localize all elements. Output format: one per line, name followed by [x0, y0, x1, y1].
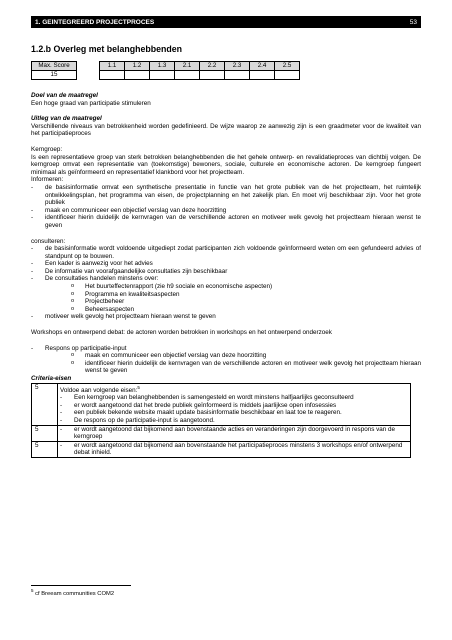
consulteren-list	[31, 245, 421, 321]
criteria-cell: Voldoe aan volgende eisen:$^5$ - Een kerngroep van belanghebbenden is samengesteld en wordt minstens halfjaarlijks geconsulteerd - er wordt aangetoond dat het brede publiek geïnformeerd is middels jaarlijkse open infosessies - een publiek bekende website maakt update basisinformatie beschikbaar en laat toe te reageren. - De respons op de participatie-input is aangetoond.	[58, 383, 411, 425]
criteria-table	[31, 383, 411, 458]
score-column: 1.2	[125, 62, 150, 71]
score-cell	[150, 71, 175, 80]
chapter-title: 1. GEINTEGREERD PROJECTPROCES	[35, 18, 155, 26]
uitleg-heading: Uitleg van de maatregel	[31, 115, 102, 123]
score-column: 1.1	[100, 62, 125, 71]
list-item: - de basisinformatie wordt voldoende uitgediept zodat participanten zich voldoende geïnformeerd weten om een gefundeerd advies of standpunt op te bouwen.	[31, 245, 421, 260]
page-header	[31, 16, 421, 28]
score-column: 2.1	[175, 62, 200, 71]
criteria-score: 5	[32, 383, 58, 425]
criteria-cell	[58, 441, 411, 457]
informeren-label: Informeren:	[31, 176, 64, 184]
informeren-list	[31, 184, 421, 230]
kerngroep-label: Kerngroep:	[31, 145, 63, 153]
score-column: 2.4	[250, 62, 275, 71]
section-title: 1.2.b Overleg met belanghebbenden	[31, 44, 183, 54]
sub-list-item: o Het buurteffectenrapport (zie h9 sociale en economische aspecten)	[71, 283, 421, 291]
respons-list	[31, 345, 421, 375]
list-item: - motiveer welk gevolg het projectteam hieraan wenst te geven	[31, 313, 421, 321]
score-cell	[200, 71, 225, 80]
workshops-text: Workshops en ontwerpend debat: de actoren worden betrokken in workshops en het ontwerpend onderzoek	[31, 329, 332, 337]
footnote-text: cf Breeam communities COM2	[33, 590, 115, 597]
consulteren-sublist	[45, 283, 421, 313]
max-score-label: Max. Score	[32, 62, 77, 71]
sub-list-item: o identificeer hierin duidelijk de kernvragen van de verschillende actoren en motiveer welk gevolg het projectteam hieraan wenst te geven	[71, 360, 421, 375]
score-cell	[100, 71, 125, 80]
sub-list-item: o maak en communiceer een objectief verslag van deze hoorzitting	[71, 352, 421, 360]
list-item: - er wordt aangetoond dat bijkomend aan bovenstaande het participatieproces minstens 3 workshops en/of ontwerpend debat inhield.	[60, 442, 408, 457]
score-cell	[125, 71, 150, 80]
list-item: - er wordt aangetoond dat het brede publiek geïnformeerd is middels jaarlijkse open infosessies	[60, 402, 408, 410]
criteria-heading: Criteria-eisen	[31, 375, 72, 382]
table-row	[32, 441, 411, 457]
footnote-mark: 5	[31, 588, 34, 593]
score-cell	[225, 71, 250, 80]
score-cell	[175, 71, 200, 80]
list-item: - identificeer hierin duidelijk de kernvragen van de verschillende actoren en motiveer welk gevolg het projectteam hieraan wenst te geven	[31, 214, 421, 229]
score-column: 2.3	[225, 62, 250, 71]
consulteren-label: consulteren:	[31, 237, 66, 245]
list-item: - maak en communiceer een objectief verslag van deze hoorzitting	[31, 207, 421, 215]
kerngroep-text: Is een representatieve groep van sterk betrokken belanghebbenden die het gehele ontwerp- en revalidatieproces van dichtbij volgen. De kerngroep omvat een representatie van (toekomstige) bewoners, sociale, culturele en economische actoren. De kerngroep fungeert minimaal als geïnformeerd en representatief klankbord voor het projectteam.	[31, 153, 421, 176]
table-row	[32, 425, 411, 441]
list-item: - Een kerngroep van belanghebbenden is samengesteld en wordt minstens halfjaarlijks geconsulteerd	[60, 394, 408, 402]
sub-list-item: o Projectbeheer	[71, 298, 421, 306]
footnote-ref: 5	[137, 384, 140, 390]
score-table	[31, 61, 300, 80]
page-content	[31, 44, 421, 458]
sub-list-item: o Programma en kwaliteitsaspecten	[71, 291, 421, 299]
footnote-divider	[31, 585, 131, 586]
list-item: - er wordt aangetoond dat bijkomend aan bovenstaande acties en veranderingen zijn doorgevoerd in respons van de kerngroep	[60, 426, 408, 441]
doel-heading: Doel van de maatregel	[31, 92, 98, 99]
list-item: - De respons op de participatie-input is aangetoond.	[60, 417, 408, 425]
table-row	[32, 383, 411, 425]
respons-sublist	[45, 352, 421, 375]
list-item: - een publiek bekende website maakt update basisinformatie beschikbaar en laat toe te reageren.	[60, 409, 408, 417]
list-item: - De informatie van voorafgaandelijke consultaties zijn beschikbaar	[31, 268, 421, 276]
sub-list-item: o Beheersaspecten	[71, 306, 421, 314]
score-column: 1.3	[150, 62, 175, 71]
score-column: 2.2	[200, 62, 225, 71]
page-number: 53	[409, 18, 417, 26]
criteria-score: 5	[32, 425, 58, 441]
list-item: - Respons op participatie-input o maak en communiceer een objectief verslag van deze hoorzitting o identificeer hierin duidelijk de kernvragen van de verschillende actoren en motiveer welk gevolg het projectteam hieraan wenst te geven	[31, 345, 421, 375]
list-item: - De consultaties handelen minstens over: o Het buurteffectenrapport (zie h9 sociale en economische aspecten) o Programma en kwaliteitsaspecten o Projectbeheer o Beheersaspecten	[31, 275, 421, 313]
criteria-cell	[58, 425, 411, 441]
list-item: - de basisinformatie omvat een synthetische presentatie in functie van het grote publiek van de het projectteam, het ruimtelijk ontwikkelingsplan, het programma van eisen, de projectplanning en het zakelijk plan. En moet vrij beschikbaar zijn. Voor het grote publiek	[31, 184, 421, 207]
score-column: 2.5	[275, 62, 300, 71]
score-cell	[250, 71, 275, 80]
criteria-score: 5	[32, 441, 58, 457]
score-cell	[275, 71, 300, 80]
footnote	[31, 588, 114, 597]
uitleg-text: Verschillende niveaus van betrokkenheid worden gedefinieerd. De wijze waarop ze aanwezig zijn is een graadmeter voor de kwaliteit van het participatieproces	[31, 122, 421, 138]
doel-text: Een hoge graad van participatie stimuleren	[31, 99, 151, 107]
max-score-value: 15	[32, 71, 77, 80]
list-item: - Een kader is aanwezig voor het advies	[31, 260, 421, 268]
